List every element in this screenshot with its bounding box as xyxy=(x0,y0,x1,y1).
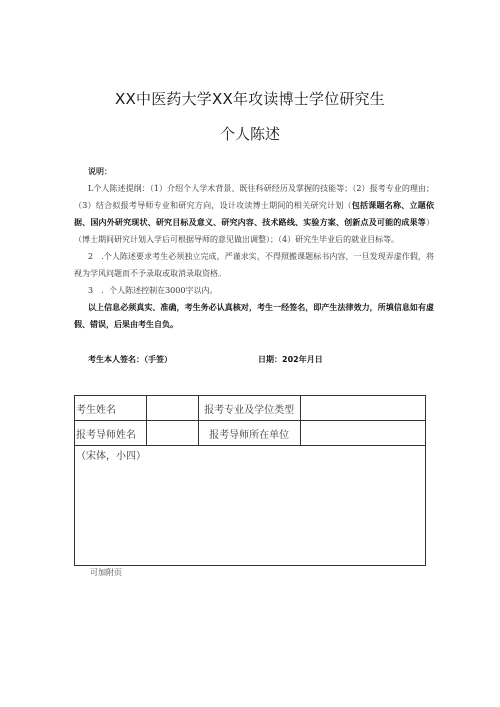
instruction-item-1-text-b: ）（博士期间研究计划入学后可根据导师的意见做出调整）；（4）研究生毕业后的就业目标等。 xyxy=(74,218,434,244)
signature-row xyxy=(88,354,408,365)
candidate-name-label: 考生姓名 xyxy=(75,396,147,421)
major-label: 报考专业及学位类型 xyxy=(198,396,300,421)
supervisor-name-field[interactable] xyxy=(146,421,198,446)
personal-statement-field[interactable] xyxy=(75,446,426,566)
document-subtitle: 个人陈述 xyxy=(219,125,280,143)
supervisor-name-label: 报考导师姓名 xyxy=(75,421,147,446)
table-row xyxy=(75,421,426,446)
instructions-header: 说明： xyxy=(88,167,112,176)
candidate-name-field[interactable] xyxy=(146,396,198,421)
supervisor-unit-label: 报考导师所在单位 xyxy=(198,421,300,446)
supervisor-unit-field[interactable] xyxy=(300,421,425,446)
instruction-item-1-text-a: L个人陈述提纲：（1）介绍个人学术背景、既往科研经历及掌握的技能等；（2）报考专业的理由；（3）结合拟报考导师专业和研究方向，设计攻读博士期间的相关研究计划（ xyxy=(74,184,434,210)
applicant-info-table xyxy=(74,395,426,566)
major-field[interactable] xyxy=(300,396,425,421)
instruction-item-1-bold: 包括课题名称、立题依据、国内外研究现状、研究目标及意义、研究内容、技术路线、实验方案、创新点及可能的成果等 xyxy=(74,201,435,227)
instruction-item-2: 2 .个人陈述要求考生必须独立完成，严谨求实，不得照搬课题标书内容，一旦发现弄虚作假，将视为学风问题而不予录取或取消录取资格。 xyxy=(74,252,434,278)
instruction-item-3: 3 ．个人陈述控制在3000字以内。 xyxy=(88,286,218,295)
table-row xyxy=(75,396,426,421)
signature-date-label: 日期：202年月日 xyxy=(258,355,323,364)
attachment-note: 可加附页 xyxy=(90,568,122,577)
instruction-item-1 xyxy=(74,180,434,248)
instructions-section xyxy=(74,163,434,333)
legal-notice: 以上信息必须真实、准确，考生务必认真核对，考生一经签名，即产生法律效力，所填信息如有虚假、错误，后果由考生自负。 xyxy=(74,303,434,329)
statement-format-hint: （宋体，小四） xyxy=(76,451,146,462)
table-row xyxy=(75,446,426,566)
document-title: XX中医药大学XX年攻读博士学位研究生 xyxy=(115,90,385,108)
candidate-signature-label: 考生本人签名：（手签） xyxy=(88,355,172,364)
